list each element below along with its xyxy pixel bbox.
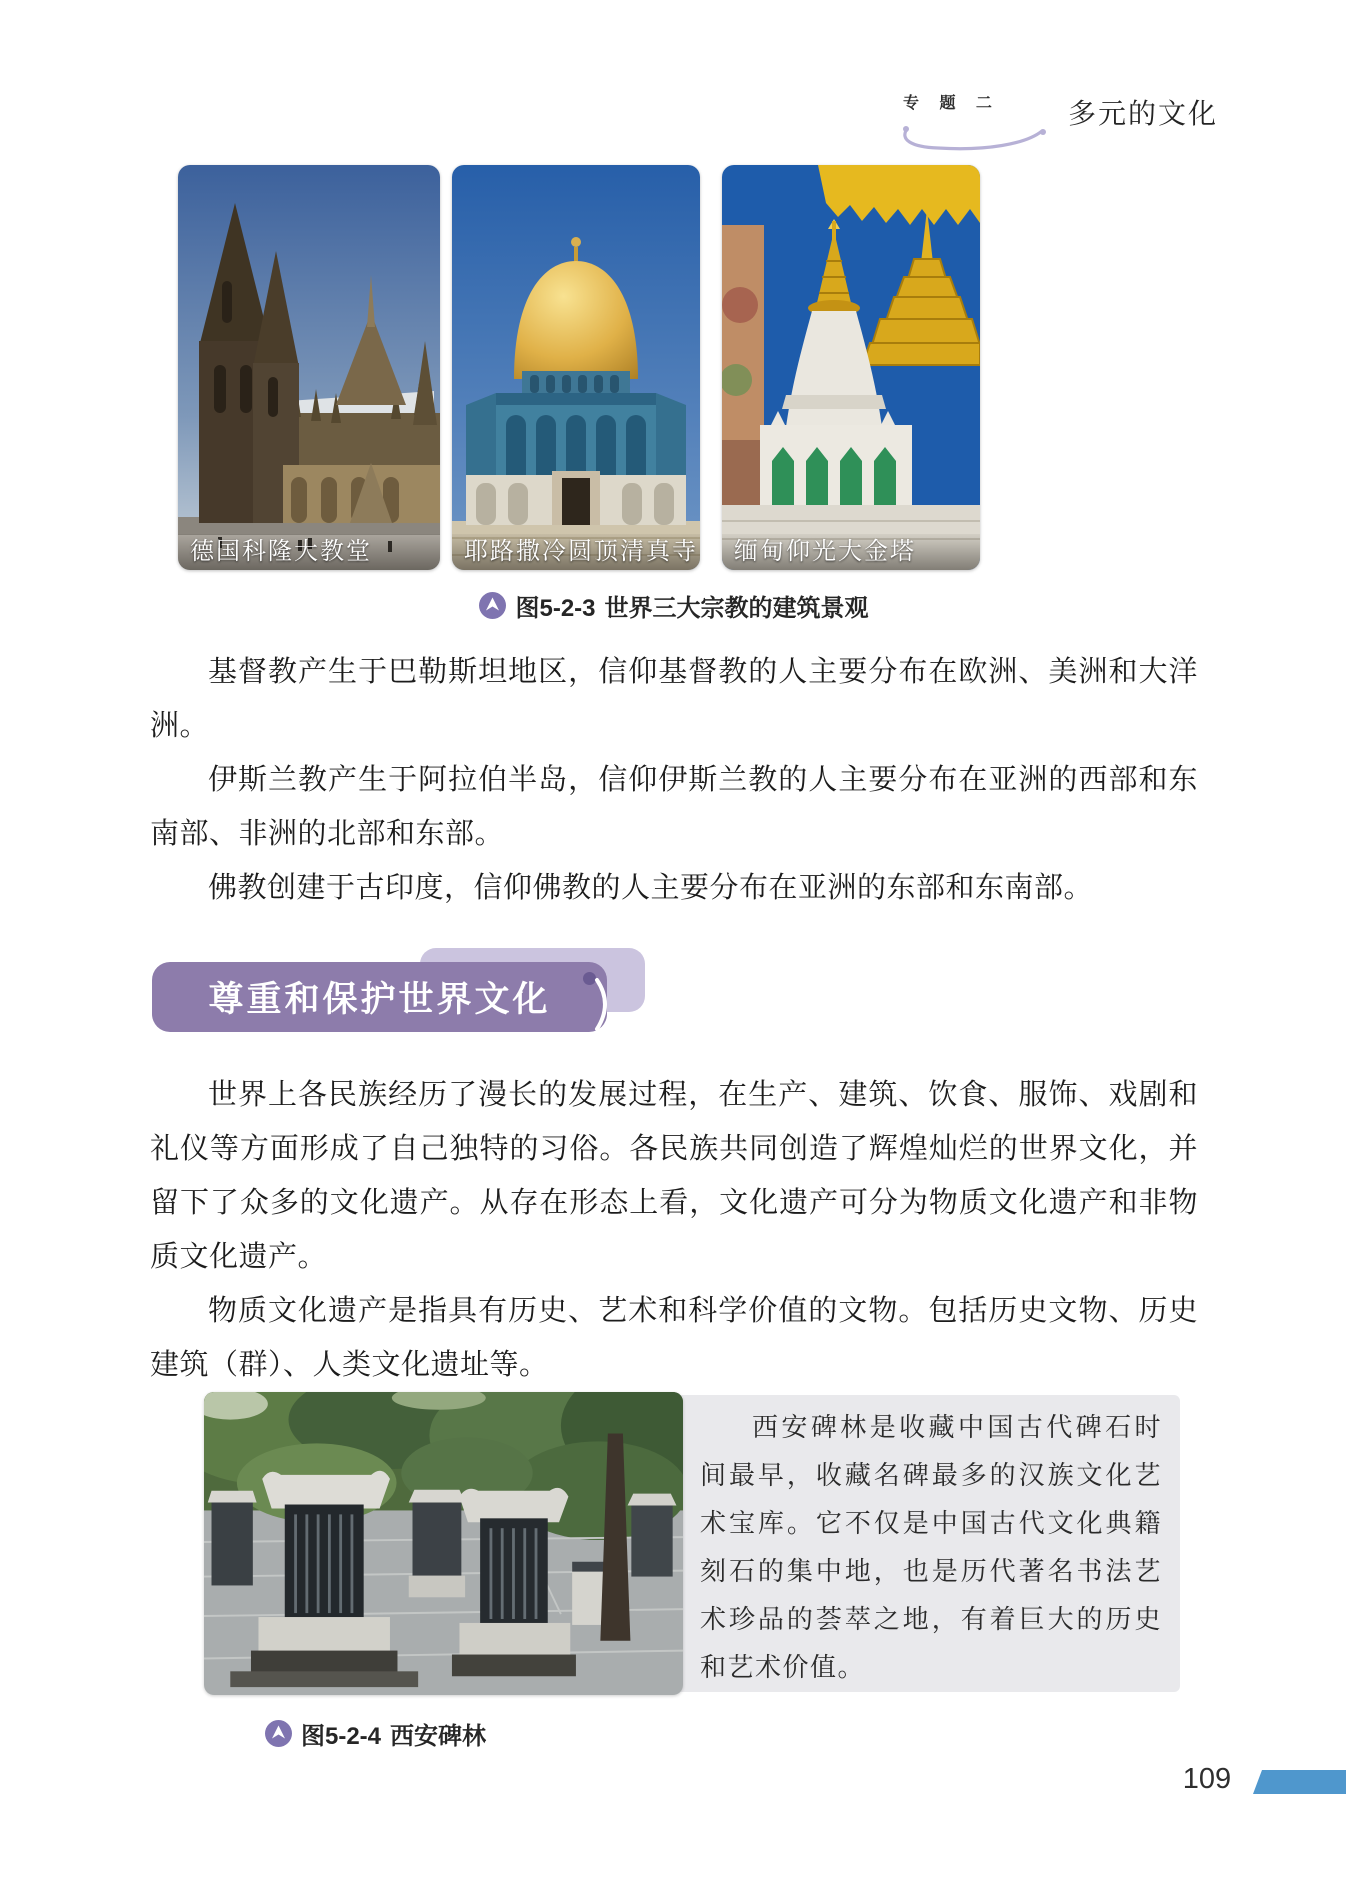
photo-label: 德国科隆大教堂 — [178, 534, 440, 570]
paragraph-christianity: 基督教产生于巴勒斯坦地区，信仰基督教的人主要分布在欧洲、美洲和大洋洲。 — [150, 656, 1198, 742]
stele-forest-illustration — [204, 1392, 683, 1695]
figure-caption-number: 图5-2-4 — [301, 1723, 382, 1750]
photo-label: 缅甸仰光大金塔 — [722, 534, 980, 570]
photo-xian-stele-forest — [204, 1392, 683, 1695]
paragraph-buddhism: 佛教创建于古印度，信仰佛教的人主要分布在亚洲的东部和东南部。 — [208, 872, 1094, 904]
paragraph-material-heritage: 物质文化遗产是指具有历史、艺术和科学价值的文物。包括历史文物、历史建筑（群）、人类文化遗址等。 — [150, 1295, 1198, 1381]
stele-forest-note: 西安碑林是收藏中国古代碑石时间最早，收藏名碑最多的汉族文化艺术宝库。它不仅是中国古代文化典籍刻石的集中地，也是历代著名书法艺术珍品的荟萃之地，有着巨大的历史和艺术价值。 — [700, 1413, 1162, 1683]
section-title: 尊重和保护世界文化 — [208, 980, 551, 1019]
photo-shwedagon-pagoda — [722, 165, 980, 570]
topic-title: 多元的文化 — [1068, 98, 1219, 129]
figure-caption-524 — [265, 1716, 486, 1751]
up-arrow-icon — [479, 592, 506, 619]
photo-cologne-cathedral — [178, 165, 440, 570]
paragraph-islam: 伊斯兰教产生于阿拉伯半岛，信仰伊斯兰教的人主要分布在亚洲的西部和东南部、非洲的北部和东部。 — [150, 764, 1198, 850]
body-text-block-heritage — [150, 1068, 1198, 1392]
photo-label: 耶路撒冷圆顶清真寺 — [452, 534, 700, 570]
paragraph-world-culture: 世界上各民族经历了漫长的发展过程，在生产、建筑、饮食、服饰、戏剧和礼仪等方面形成了自己独特的习俗。各民族共同创造了辉煌灿烂的世界文化，并留下了众多的文化遗产。从存在形态上看，文化遗产可分为物质文化遗产和非物质文化遗产。 — [150, 1079, 1198, 1273]
figure-caption-title: 西安碑林 — [390, 1723, 487, 1750]
swash-decoration — [898, 124, 1050, 156]
pagoda-illustration — [722, 165, 980, 570]
body-text-block-religions — [150, 645, 1198, 915]
photo-dome-of-the-rock — [452, 165, 700, 570]
figure-caption-number: 图5-2-3 — [515, 595, 596, 622]
up-arrow-icon — [265, 1720, 292, 1747]
page-number: 109 — [1182, 1763, 1232, 1795]
footer-blue-decoration — [1253, 1770, 1346, 1794]
figure-caption-title: 世界三大宗教的建筑景观 — [604, 595, 869, 622]
cathedral-illustration — [178, 165, 440, 570]
section-banner — [152, 962, 607, 1032]
figure-caption-523 — [150, 588, 1198, 623]
topic-number: 专 题 二 — [903, 95, 1000, 112]
banner-arc-decoration — [594, 978, 616, 1032]
mosque-illustration — [452, 165, 700, 570]
